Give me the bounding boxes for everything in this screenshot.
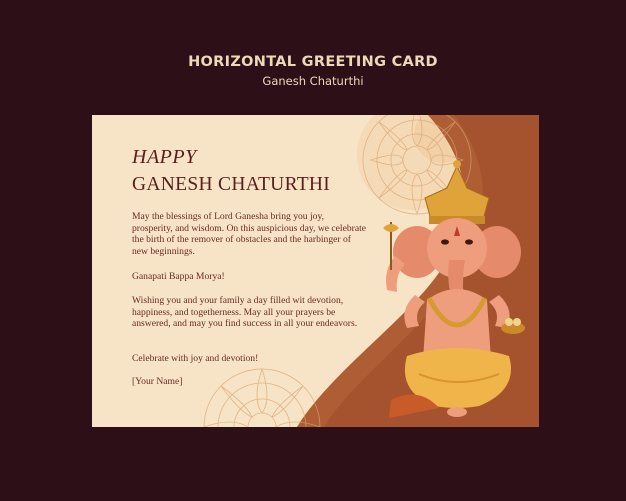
header-title: HORIZONTAL GREETING CARD	[188, 54, 438, 70]
ganesha-illustration-icon	[379, 160, 539, 427]
greeting-card	[92, 115, 539, 427]
header-subtitle: Ganesh Chaturthi	[262, 74, 364, 88]
message-paragraph: Celebrate with joy and devotion!	[132, 353, 259, 364]
message-paragraph: Ganapati Bappa Morya!	[132, 271, 225, 282]
message-paragraph: Wishing you and your family a day filled wit devotion, happiness, and togetherness. May all your prayers be answered, and may you find success in all your endeavors.	[132, 295, 358, 330]
occasion-heading: GANESH CHATURTHI	[132, 174, 331, 195]
signature-placeholder: [Your Name]	[132, 376, 183, 387]
message-paragraph: May the blessings of Lord Ganesha bring you joy, prosperity, and wisdom. On this auspicious day, we celebrate the birth of the remover of obstacles and the harbinger of new beginnings.	[132, 211, 367, 257]
greeting-heading: HAPPY	[132, 146, 197, 168]
